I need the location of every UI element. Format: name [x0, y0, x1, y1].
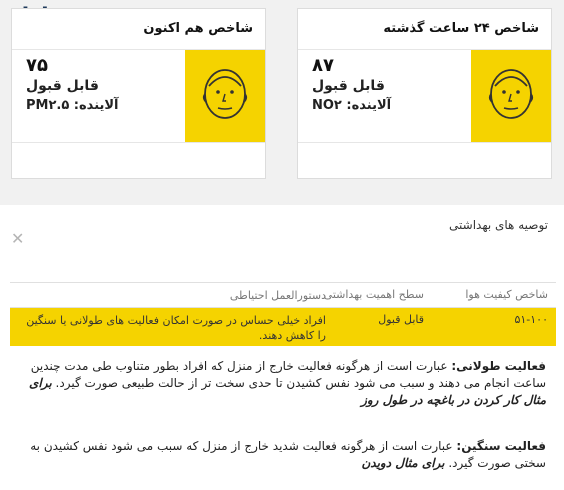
long-activity-example: برای مثال کار کردن در باغچه در طول روز [29, 376, 546, 407]
table-header [10, 282, 556, 308]
card-body [298, 50, 551, 143]
long-activity-note [18, 358, 546, 409]
card-body [12, 50, 265, 143]
heavy-activity-label: فعالیت سنگین: [456, 439, 546, 453]
card-title: شاخص ۲۴ ساعت گذشته [298, 9, 551, 50]
aqi-card-now[interactable] [11, 8, 266, 179]
row-level: قابل قبول [378, 313, 424, 326]
long-activity-label: فعالیت طولانی: [451, 359, 546, 373]
aqi-value: ۷۵ [26, 55, 48, 76]
heavy-activity-note [18, 438, 546, 472]
header-aqi: شاخص کیفیت هوا [465, 288, 548, 301]
aqi-pollutant: آلاینده: NO۲ [312, 98, 392, 113]
card-title: شاخص هم اکنون [12, 9, 265, 50]
close-icon[interactable]: ✕ [11, 229, 25, 248]
table-row [10, 308, 556, 346]
advice-table [10, 282, 556, 346]
header-level: سطح اهمیت بهداشتی [323, 288, 424, 301]
aqi-pollutant: آلاینده: PM۲.۵ [26, 98, 119, 113]
heavy-activity-text: عبارت است از هرگونه فعالیت شدید خارج از منزل که سبب می شود نفس کشیدن به سختی صورت گیرد. [30, 439, 546, 470]
heavy-activity-example: برای مثال دویدن [361, 456, 445, 470]
aqi-status: قابل قبول [312, 78, 385, 94]
aqi-card-24h[interactable] [297, 8, 552, 179]
smiley-face-icon [485, 66, 537, 126]
long-activity-text: عبارت است از هرگونه فعالیت خارج از منزل که افراد بطور متناوب طی مدت چندین ساعت انجام می دهند و سبب می شود نفس کشیدن تا حدی سخت تر از حالت طبیعی صورت گیرد. [30, 359, 546, 390]
row-range: ۵۱-۱۰۰ [514, 313, 548, 326]
header-instruction: دستورالعمل احتیاطی [229, 289, 326, 302]
aqi-value: ۸۷ [312, 55, 334, 76]
smiley-face-icon [199, 66, 251, 126]
row-instruction: افراد خیلی حساس در صورت امکان فعالیت های طولانی یا سنگین را کاهش دهند. [26, 314, 326, 342]
face-box [185, 50, 265, 142]
aqi-status: قابل قبول [26, 78, 99, 94]
advice-title: توصیه های بهداشتی [449, 218, 548, 232]
face-box [471, 50, 551, 142]
